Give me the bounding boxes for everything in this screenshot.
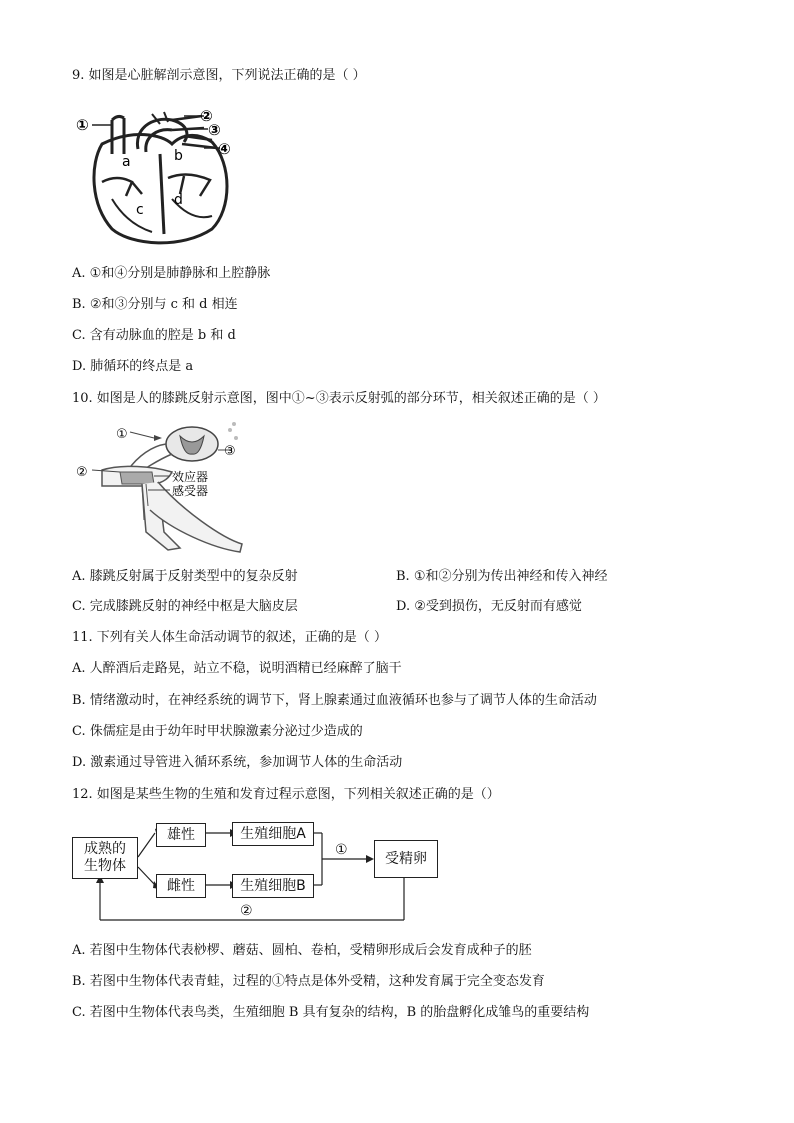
flow-step-2: ② xyxy=(240,903,253,919)
q12-option-c[interactable]: C. 若图中生物体代表鸟类，生殖细胞 B 具有复杂的结构，B 的胎盘孵化成雏鸟的重要结构 xyxy=(72,1005,590,1020)
heart-label-b: b xyxy=(174,148,183,164)
heart-label-2: ② xyxy=(200,107,213,125)
flow-organism-line2: 生物体 xyxy=(84,858,126,874)
q11-stem: 11. 下列有关人体生命活动调节的叙述，正确的是（ ） xyxy=(72,630,387,645)
flow-cell-a-box: 生殖细胞A xyxy=(232,822,314,846)
q12-stem: 12. 如图是某些生物的生殖和发育过程示意图，下列相关叙述正确的是（） xyxy=(72,787,500,802)
q10-option-d[interactable]: D. ②受到损伤，无反射而有感觉 xyxy=(396,599,582,614)
flow-female-box: 雌性 xyxy=(156,874,206,898)
heart-label-d: d xyxy=(174,192,183,208)
q10-option-a[interactable]: A. 膝跳反射属于反射类型中的复杂反射 xyxy=(72,569,298,584)
heart-label-a: a xyxy=(122,154,131,170)
reflex-label-1: ① xyxy=(116,427,128,442)
flow-zygote-box: 受精卵 xyxy=(374,840,438,878)
flow-step-1: ① xyxy=(335,842,348,858)
q11-option-c[interactable]: C. 侏儒症是由于幼年时甲状腺激素分泌过少造成的 xyxy=(72,724,363,739)
knee-reflex-diagram xyxy=(72,420,252,556)
q11-option-b[interactable]: B. 情绪激动时，在神经系统的调节下，肾上腺素通过血液循环也参与了调节人体的生命活动 xyxy=(72,693,597,708)
q12-option-b[interactable]: B. 若图中生物体代表青蛙，过程的①特点是体外受精，这种发育属于完全变态发育 xyxy=(72,974,545,989)
q10-option-b[interactable]: B. ①和②分别为传出神经和传入神经 xyxy=(396,569,608,584)
flow-cell-b-box: 生殖细胞B xyxy=(232,874,314,898)
reflex-label-3: ③ xyxy=(224,444,236,459)
q9-option-a[interactable]: A. ①和④分别是肺静脉和上腔静脉 xyxy=(72,266,271,281)
q10-stem: 10. 如图是人的膝跳反射示意图，图中①~③表示反射弧的部分环节，相关叙述正确的是（ ） xyxy=(72,391,606,406)
reflex-label-2: ② xyxy=(76,465,88,480)
flow-male-box: 雄性 xyxy=(156,823,206,847)
q9-option-d[interactable]: D. 肺循环的终点是 a xyxy=(72,359,194,374)
q9-option-c[interactable]: C. 含有动脉血的腔是 b 和 d xyxy=(72,328,236,343)
q9-option-b[interactable]: B. ②和③分别与 c 和 d 相连 xyxy=(72,297,238,312)
q9-stem: 9. 如图是心脏解剖示意图，下列说法正确的是（ ） xyxy=(72,68,366,83)
q12-option-a[interactable]: A. 若图中生物体代表桫椤、蘑菇、圆柏、卷柏，受精卵形成后会发育成种子的胚 xyxy=(72,943,532,958)
q11-option-a[interactable]: A. 人醉酒后走路晃，站立不稳，说明酒精已经麻醉了脑干 xyxy=(72,661,402,676)
heart-label-c: c xyxy=(136,202,144,218)
q10-option-c[interactable]: C. 完成膝跳反射的神经中枢是大脑皮层 xyxy=(72,599,298,614)
flow-organism-line1: 成熟的 xyxy=(84,841,126,857)
heart-diagram xyxy=(72,104,252,252)
reflex-label-receptor: 感受器 xyxy=(172,484,209,498)
heart-label-3: ③ xyxy=(208,121,221,139)
reflex-label-effector: 效应器 xyxy=(172,470,209,484)
heart-label-1: ① xyxy=(76,116,89,134)
heart-label-4: ④ xyxy=(218,140,231,158)
flow-organism-box xyxy=(72,837,138,879)
q11-option-d[interactable]: D. 激素通过导管进入循环系统，参加调节人体的生命活动 xyxy=(72,755,403,770)
